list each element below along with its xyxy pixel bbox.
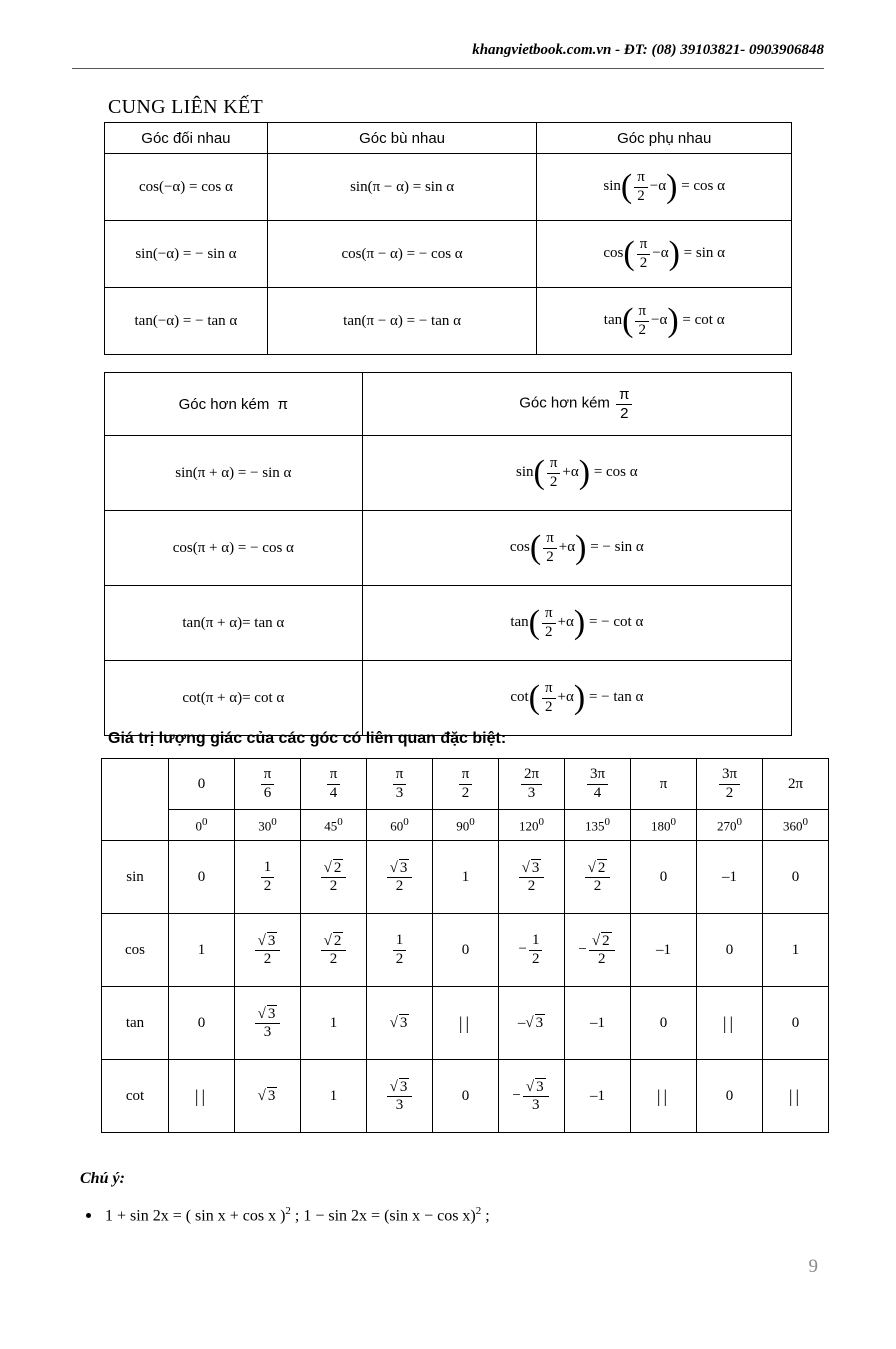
value: 120 xyxy=(519,818,539,834)
cot-5: − $\frac{√ 3}{3}$ xyxy=(499,1060,565,1133)
sin-7: 0 xyxy=(631,841,697,914)
sign-term: −α xyxy=(651,312,668,329)
degree-sup: 0 xyxy=(802,815,808,828)
sin-2: $\frac{√ 2}{2}$ xyxy=(301,841,367,914)
sin-9: 0 xyxy=(763,841,829,914)
paren-close: ) xyxy=(578,453,591,491)
cos-8: 0 xyxy=(697,914,763,987)
fraction: $\frac{\pi}{2}$ xyxy=(543,530,557,566)
cell-hk-right-1 xyxy=(362,436,791,511)
cell-hk-right-3 xyxy=(362,586,791,661)
sign-term: +α xyxy=(557,614,574,631)
tan-4: || xyxy=(433,987,499,1060)
row-label-cos: cos xyxy=(102,914,169,987)
deg-5 xyxy=(499,810,565,841)
value: 60 xyxy=(390,818,404,834)
cell-doi-3: tan(−α) = − tan α xyxy=(105,288,268,355)
value: 135 xyxy=(585,818,605,834)
deg-6 xyxy=(565,810,631,841)
table-row-degrees xyxy=(102,810,829,841)
cos-2: $\frac{√ 2}{2}$ xyxy=(301,914,367,987)
corner-cell xyxy=(102,759,169,841)
cell-phu-1 xyxy=(537,154,792,221)
fn-name: cos xyxy=(509,539,530,556)
deg-1 xyxy=(235,810,301,841)
rad-6 xyxy=(565,759,631,810)
formula-paren-1: ( sin x + cos x ) xyxy=(185,1207,286,1225)
deg-7 xyxy=(631,810,697,841)
rad-7 xyxy=(631,759,697,810)
note-bullet-item xyxy=(86,1205,490,1225)
cos-1: $\frac{√ 3}{2}$ xyxy=(235,914,301,987)
tan-5: –√ 3 xyxy=(499,987,565,1060)
rad-0 xyxy=(169,759,235,810)
fraction: $\frac{3\pi}{4}$ xyxy=(587,766,608,802)
row-label-cot: cot xyxy=(102,1060,169,1133)
paren-open: ( xyxy=(620,167,633,205)
rad-4 xyxy=(433,759,499,810)
cell-hk-left-4: cot(π + α)= cot α xyxy=(105,661,363,736)
fraction: $\frac{\pi}{6}$ xyxy=(261,766,275,802)
fn-name: tan xyxy=(510,614,529,631)
result: = − tan α xyxy=(588,689,644,706)
paren-close: ) xyxy=(573,603,586,641)
table-row xyxy=(105,436,792,511)
deg-3 xyxy=(367,810,433,841)
value: 90 xyxy=(456,818,470,834)
sign-term: +α xyxy=(558,539,576,556)
cell-bu-2: cos(π − α) = − cos α xyxy=(267,221,537,288)
table-goc-hon-kem xyxy=(104,372,792,736)
paren-close: ) xyxy=(573,678,586,716)
cell-hk-right-2 xyxy=(362,511,791,586)
cot-3: $\frac{√ 3}{3}$ xyxy=(367,1060,433,1133)
fraction: $\frac{\pi}{3}$ xyxy=(393,766,407,802)
fn-name: cos xyxy=(603,245,624,262)
col-header-hon-kem-pi xyxy=(105,373,363,436)
sin-4: 1 xyxy=(433,841,499,914)
paren-close: ) xyxy=(668,234,680,272)
formula-part-1: 1 + sin 2x = xyxy=(105,1207,182,1225)
result: = − sin α xyxy=(590,539,644,556)
note-formula xyxy=(105,1205,490,1225)
paren-open: ( xyxy=(533,453,545,491)
fraction: $\frac{3\pi}{2}$ xyxy=(719,766,740,802)
cot-2: 1 xyxy=(301,1060,367,1133)
sign-term: −α xyxy=(652,245,669,262)
deg-9 xyxy=(763,810,829,841)
formula-exponent-2: 2 xyxy=(475,1205,482,1217)
cot-6: –1 xyxy=(565,1060,631,1133)
cell-doi-1: cos(−α) = cos α xyxy=(105,154,268,221)
value: 360 xyxy=(783,818,803,834)
cos-0: 1 xyxy=(169,914,235,987)
table-row xyxy=(105,288,792,355)
value: 30 xyxy=(258,818,272,834)
value: 0 xyxy=(197,775,206,792)
page-header: khangvietbook.com.vn - ĐT: (08) 39103821- 0903906848 xyxy=(72,42,824,69)
deg-8 xyxy=(697,810,763,841)
cot-1: √ 3 xyxy=(235,1060,301,1133)
fn-name: cot xyxy=(510,689,529,706)
col-header-goc-phu-nhau: Góc phụ nhau xyxy=(537,123,792,154)
fraction: $\frac{2\pi}{3}$ xyxy=(521,766,542,802)
cell-phu-3 xyxy=(537,288,792,355)
value: 0 xyxy=(195,818,202,834)
cos-9: 1 xyxy=(763,914,829,987)
sign-term: +α xyxy=(557,689,574,706)
cot-8: 0 xyxy=(697,1060,763,1133)
fraction: $\frac{\pi}{2}$ xyxy=(616,386,632,422)
tan-8: || xyxy=(697,987,763,1060)
sign-term: +α xyxy=(562,464,579,481)
cos-3: $\frac{1}{2}$ xyxy=(367,914,433,987)
deg-2 xyxy=(301,810,367,841)
table-row-cos xyxy=(102,914,829,987)
sign-term: −α xyxy=(649,178,667,195)
cot-0: || xyxy=(169,1060,235,1133)
fraction: $\frac{\pi}{2}$ xyxy=(547,455,561,491)
header-text: Góc hơn kém xyxy=(519,394,610,412)
rad-5 xyxy=(499,759,565,810)
cell-hk-left-3: tan(π + α)= tan α xyxy=(105,586,363,661)
table-row-tan xyxy=(102,987,829,1060)
fn-name: sin xyxy=(515,464,534,481)
degree-sup: 0 xyxy=(670,815,676,828)
cos-6: − $\frac{√ 2}{2}$ xyxy=(565,914,631,987)
formula-separator: ; xyxy=(290,1207,304,1225)
tan-3: √ 3 xyxy=(367,987,433,1060)
table-gia-tri-luong-giac xyxy=(101,758,829,1133)
table-cung-lien-ket xyxy=(104,122,792,355)
sin-6: $\frac{√ 2}{2}$ xyxy=(565,841,631,914)
fraction: $\frac{\pi}{4}$ xyxy=(327,766,341,802)
cot-4: 0 xyxy=(433,1060,499,1133)
fn-name: tan xyxy=(603,312,623,329)
value: 270 xyxy=(717,818,737,834)
table-row xyxy=(105,661,792,736)
paren-open: ( xyxy=(529,528,542,566)
degree-sup: 0 xyxy=(271,815,277,828)
rad-8 xyxy=(697,759,763,810)
table-row xyxy=(105,123,792,154)
sin-3: $\frac{√ 3}{2}$ xyxy=(367,841,433,914)
fraction: $\frac{\pi}{2}$ xyxy=(542,605,556,641)
values-table-title: Giá trị lượng giác của các góc có liên quan đặc biệt: xyxy=(108,730,507,747)
degree-sup: 0 xyxy=(538,815,544,828)
formula-exponent-1: 2 xyxy=(285,1205,291,1217)
page-number: 9 xyxy=(808,1256,818,1277)
rad-3 xyxy=(367,759,433,810)
cell-bu-1: sin(π − α) = sin α xyxy=(267,154,537,221)
result: = − cot α xyxy=(588,614,644,631)
degree-sup: 0 xyxy=(736,815,742,828)
result: = cos α xyxy=(681,178,726,195)
page-title: CUNG LIÊN KẾT xyxy=(108,96,263,118)
row-label-sin: sin xyxy=(102,841,169,914)
table-row xyxy=(105,511,792,586)
cot-9: || xyxy=(763,1060,829,1133)
table-row xyxy=(105,586,792,661)
cos-4: 0 xyxy=(433,914,499,987)
cos-5: − $\frac{1}{2}$ xyxy=(499,914,565,987)
paren-close: ) xyxy=(667,301,679,339)
degree-sup: 0 xyxy=(604,815,610,828)
fraction: $\frac{\pi}{2}$ xyxy=(635,303,649,339)
cell-phu-2 xyxy=(537,221,792,288)
rad-9 xyxy=(763,759,829,810)
result: = cot α xyxy=(682,312,725,329)
tan-2: 1 xyxy=(301,987,367,1060)
value: 2π xyxy=(787,775,804,792)
header-text: Góc hơn kém xyxy=(178,395,270,413)
degree-sup: 0 xyxy=(202,815,208,828)
header-symbol: π xyxy=(277,395,289,413)
sin-8: –1 xyxy=(697,841,763,914)
row-label-tan: tan xyxy=(102,987,169,1060)
tan-0: 0 xyxy=(169,987,235,1060)
result: = sin α xyxy=(683,245,725,262)
deg-0 xyxy=(169,810,235,841)
table-row-cot xyxy=(102,1060,829,1133)
col-header-hon-kem-pi-2 xyxy=(362,373,791,436)
paren-close: ) xyxy=(575,528,587,566)
cell-bu-3: tan(π − α) = − tan α xyxy=(267,288,537,355)
table-row xyxy=(105,154,792,221)
fraction: $\frac{\pi}{2}$ xyxy=(634,169,648,205)
table-row xyxy=(105,221,792,288)
col-header-goc-doi-nhau: Góc đối nhau xyxy=(105,123,268,154)
note-title: Chú ý: xyxy=(80,1170,125,1187)
cell-hk-left-2: cos(π + α) = − cos α xyxy=(105,511,363,586)
result: = cos α xyxy=(593,464,638,481)
cos-7: –1 xyxy=(631,914,697,987)
col-header-goc-bu-nhau: Góc bù nhau xyxy=(267,123,537,154)
fraction: $\frac{\pi}{2}$ xyxy=(637,236,651,272)
formula-end: ; xyxy=(481,1207,490,1225)
rad-2 xyxy=(301,759,367,810)
tan-7: 0 xyxy=(631,987,697,1060)
tan-6: –1 xyxy=(565,987,631,1060)
degree-sup: 0 xyxy=(469,815,475,828)
deg-4 xyxy=(433,810,499,841)
degree-sup: 0 xyxy=(403,815,409,828)
formula-part-2: 1 − sin 2x = (sin x − cos x) xyxy=(303,1207,476,1225)
cot-7: || xyxy=(631,1060,697,1133)
bullet-icon xyxy=(86,1213,91,1218)
degree-sup: 0 xyxy=(337,815,343,828)
paren-open: ( xyxy=(528,603,540,641)
sin-1: $\frac{1}{2}$ xyxy=(235,841,301,914)
cell-hk-right-4 xyxy=(362,661,791,736)
paren-close: ) xyxy=(666,167,678,205)
table-row xyxy=(105,373,792,436)
fraction: $\frac{\pi}{2}$ xyxy=(459,766,473,802)
fraction: $\frac{\pi}{2}$ xyxy=(542,680,556,716)
value: π xyxy=(659,775,668,792)
sin-5: $\frac{√ 3}{2}$ xyxy=(499,841,565,914)
paren-open: ( xyxy=(622,301,634,339)
table-row-sin xyxy=(102,841,829,914)
table-row-radians xyxy=(102,759,829,810)
paren-open: ( xyxy=(528,678,540,716)
value: 180 xyxy=(651,818,671,834)
paren-open: ( xyxy=(623,234,635,272)
tan-1: $\frac{√ 3}{3}$ xyxy=(235,987,301,1060)
rad-1 xyxy=(235,759,301,810)
sin-0: 0 xyxy=(169,841,235,914)
value: 45 xyxy=(324,818,338,834)
fn-name: sin xyxy=(603,178,621,195)
tan-9: 0 xyxy=(763,987,829,1060)
cell-hk-left-1: sin(π + α) = − sin α xyxy=(105,436,363,511)
cell-doi-2: sin(−α) = − sin α xyxy=(105,221,268,288)
